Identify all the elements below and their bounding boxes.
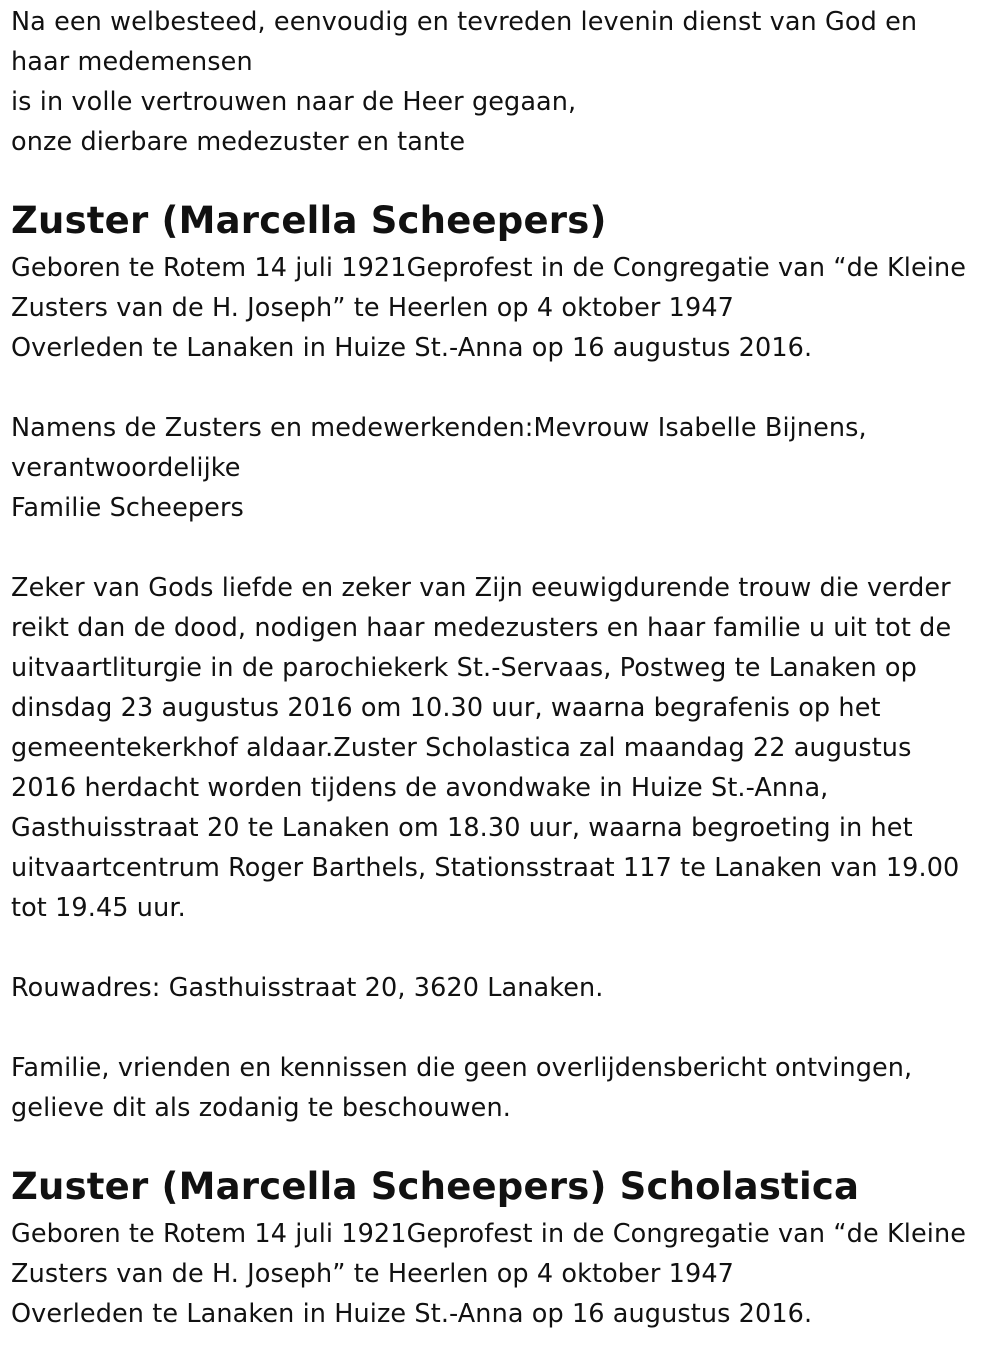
spacer [11,162,990,198]
notice-line: gelieve dit als zodanig te beschouwen. [11,1093,511,1123]
ceremony-line: uitvaartliturgie in de parochiekerk St.-Servaas, Postweg te Lanaken op [11,653,917,683]
signatory-line: verantwoordelijke [11,453,241,483]
ceremony-line: tot 19.45 uur. [11,893,186,923]
signatory-line: Familie Scheepers [11,493,244,523]
notice-line: Familie, vrienden en kennissen die geen overlijdensbericht ontvingen, [11,1053,913,1083]
ceremony-line: Zeker van Gods liefde en zeker van Zijn eeuwigdurende trouw die verder [11,573,951,603]
ceremony-line: uitvaartcentrum Roger Barthels, Stationsstraat 117 te Lanaken van 19.00 [11,853,960,883]
intro-line: is in volle vertrouwen naar de Heer gegaan, [11,87,577,117]
ceremony-block [11,568,990,928]
intro-block [11,2,990,162]
death-line: Overleden te Lanaken in Huize St.-Anna op 16 augustus 2016. [11,1299,813,1329]
spacer [11,1008,990,1048]
notice-block [11,1048,990,1128]
deceased-section-2 [11,1165,990,1334]
intro-line: haar medemensen [11,47,253,77]
intro-line: Na een welbesteed, eenvoudig en tevreden levenin dienst van God en [11,7,918,37]
mourning-address: Rouwadres: Gasthuisstraat 20, 3620 Lanaken. [11,973,604,1003]
ceremony-line: dinsdag 23 augustus 2016 om 10.30 uur, waarna begrafenis op het [11,693,881,723]
birth-line: Zusters van de H. Joseph” te Heerlen op 4 oktober 1947 [11,293,734,323]
birth-line: Geboren te Rotem 14 juli 1921Geprofest in de Congregatie van “de Kleine [11,1219,966,1249]
birth-line: Zusters van de H. Joseph” te Heerlen op 4 oktober 1947 [11,1259,734,1289]
birth-line: Geboren te Rotem 14 juli 1921Geprofest in de Congregatie van “de Kleine [11,253,966,283]
intro-line: onze dierbare medezuster en tante [11,127,466,157]
signatory-line: Namens de Zusters en medewerkenden:Mevrouw Isabelle Bijnens, [11,413,867,443]
deceased-section-1 [11,199,990,368]
deceased-full-name-heading: Zuster (Marcella Scheepers) Scholastica [11,1165,860,1208]
ceremony-line: gemeentekerkhof aldaar.Zuster Scholastica zal maandag 22 augustus [11,733,912,763]
deceased-name-heading: Zuster (Marcella Scheepers) [11,199,607,242]
ceremony-line: Gasthuisstraat 20 te Lanaken om 18.30 uur, waarna begroeting in het [11,813,913,843]
ceremony-line: 2016 herdacht worden tijdens de avondwake in Huize St.-Anna, [11,773,829,803]
address-block [11,968,990,1008]
signatories-block [11,408,990,528]
death-line: Overleden te Lanaken in Huize St.-Anna op 16 augustus 2016. [11,333,813,363]
spacer [11,928,990,968]
ceremony-line: reikt dan de dood, nodigen haar medezusters en haar familie u uit tot de [11,613,952,643]
spacer [11,528,990,568]
spacer [11,1128,990,1164]
spacer [11,368,990,408]
